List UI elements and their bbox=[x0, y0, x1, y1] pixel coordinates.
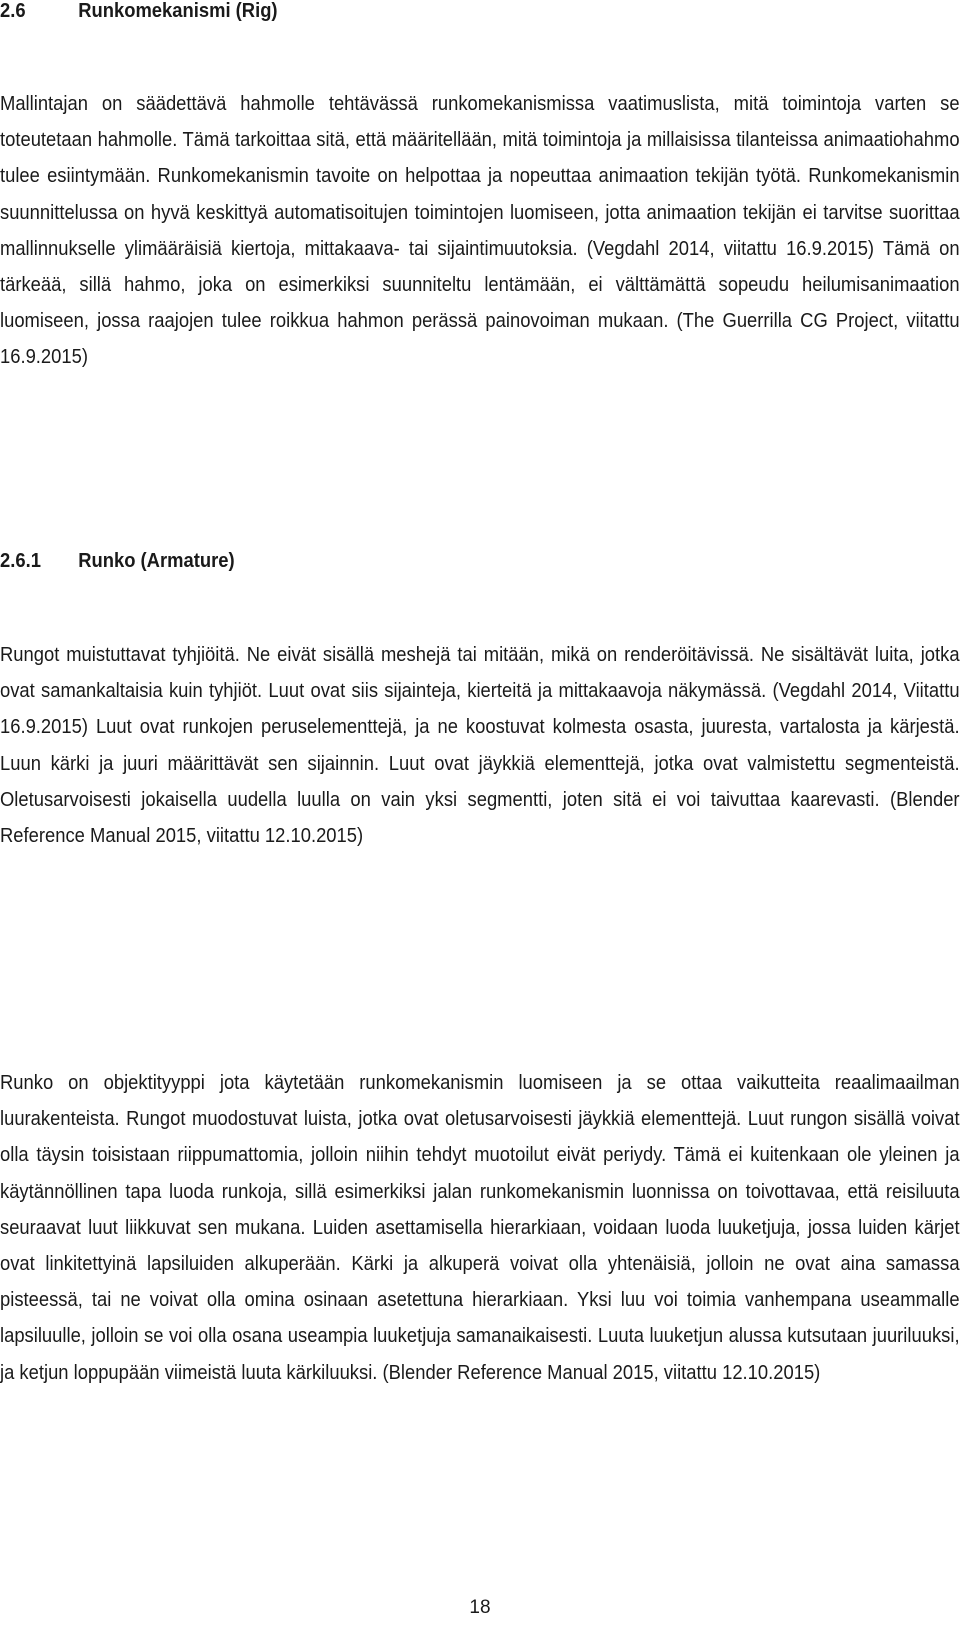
section-number: 2.6 bbox=[0, 0, 26, 22]
section-paragraph: Mallintajan on säädettävä hahmolle tehtävässä runkomekanismissa vaatimuslista, mitä toimintoja varten se toteutetaan hahmolle. Tämä tarkoittaa sitä, että määritellään, mitä toimintoja ja millaisissa tilanteissa animaatiohahmo tulee esiintymään. Runkomekanismin tavoite on helpottaa ja nopeuttaa animaation tekijän työtä. Runkomekanismin suunnittelussa on hyvä keskittyä automatisoitujen toimintojen luomiseen, jotta animaation tekijän ei tarvitse suorittaa mallinnukselle ylimääräisiä kiertoja, mittakaava- tai sijaintimuutoksia. (Vegdahl 2014, viitattu 16.9.2015) Tämä on tärkeää, sillä hahmo, joka on esimerkiksi suunniteltu lentämään, ei välttämättä sopeudu heilumisanimaation luomiseen, jossa raajojen tulee roikkua hahmon perässä painovoiman mukaan. (The Guerrilla CG Project, viitattu 16.9.2015) bbox=[0, 93, 960, 369]
section-title: Runkomekanismi (Rig) bbox=[78, 0, 278, 22]
page-number: 18 bbox=[469, 1597, 491, 1618]
subsection-paragraph-1: Rungot muistuttavat tyhjiöitä. Ne eivät sisällä meshejä tai mitään, mikä on renderöitävissä. Ne sisältävät luita, jotka ovat samankaltaisia kuin tyhjiöt. Luut ovat siis sijainteja, kierteitä ja mittakaavoja näkymässä. (Vegdahl 2014, Viitattu 16.9.2015) Luut ovat runkojen peruselementtejä, ja ne koostuvat kolmesta osasta, juuresta, vartalosta ja kärjestä. Luun kärki ja juuri määrittävät sen sijainnin. Luut ovat jäykkiä elementtejä, jotka ovat valmistettu segmenteistä. Oletusarvoisesti jokaisella uudella luulla on vain yksi segmentti, joten sitä ei voi taivuttaa kaarevasti. (Blender Reference Manual 2015, viitattu 12.10.2015) bbox=[0, 644, 960, 848]
subsection-heading bbox=[0, 550, 235, 573]
subsection-title: Runko (Armature) bbox=[78, 550, 235, 572]
subsection-number: 2.6.1 bbox=[0, 550, 41, 572]
section-heading bbox=[0, 0, 278, 23]
subsection-paragraph-2: Runko on objektityyppi jota käytetään runkomekanismin luomiseen ja se ottaa vaikutteita reaalimaailman luurakenteista. Rungot muodostuvat luista, jotka ovat oletusarvoisesti jäykkiä elementtejä. Luut rungon sisällä voivat olla täysin toisistaan riippumattomia, jolloin niihin tehdyt muotoilut eivät periydy. Tämä ei kuitenkaan ole yleinen ja käytännöllinen tapa luoda runkoja, sillä esimerkiksi jalan runkomekanismin luonnissa on toivottavaa, että reisiluuta seuraavat luut liikkuvat sen mukana. Luiden asettamisella hierarkiaan, voidaan luoda luuketjuja, jossa luiden kärjet ovat linkitettyinä lapsiluiden alkuperään. Kärki ja alkuperä voivat olla yhtenäisiä, jolloin ne ovat aina samassa pisteessä, tai ne voivat olla omina osinaan asetettuna hierarkiaan. Yksi luu voi toimia vanhempana useammalle lapsiluulle, jolloin se voi olla osana useampia luuketjuja samanaikaisesti. Luuta luuketjun alussa kutsutaan juuriluuksi, ja ketjun loppupään viimeistä luuta kärkiluuksi. (Blender Reference Manual 2015, viitattu 12.10.2015) bbox=[0, 1072, 960, 1384]
